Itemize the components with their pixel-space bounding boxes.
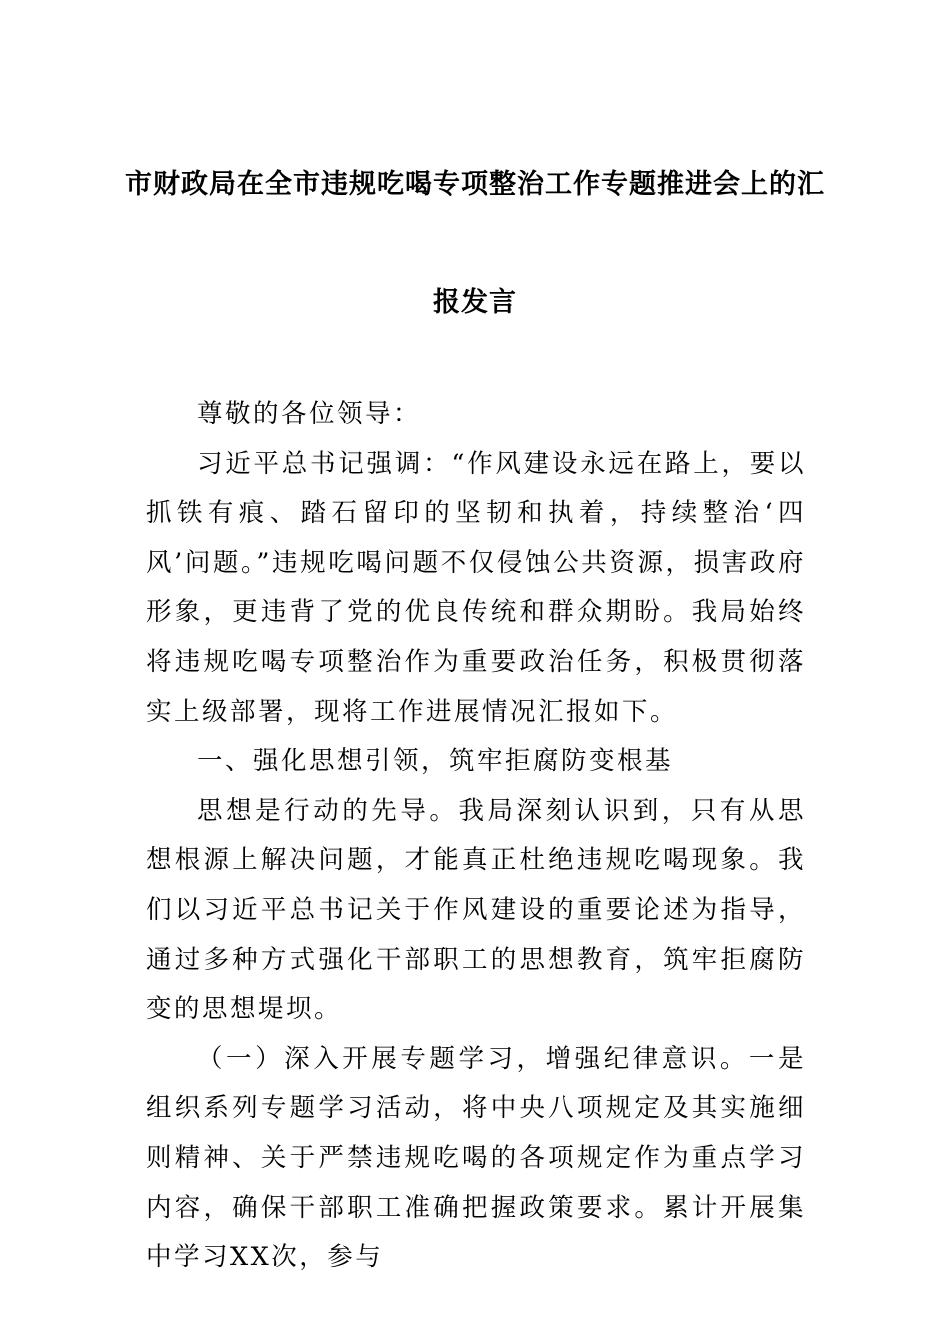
document-title-line-2: 报发言 [433,287,517,318]
body-paragraph: 思想是行动的先导。我局深刻认识到，只有从思想根源上解决问题，才能真正杜绝违规吃喝现象。我们以习近平总书记关于作风建设的重要论述为指导，通过多种方式强化干部职工的思想教育，筑牢拒腐防变的思想堤坝。 [146,795,806,1025]
salutation: 尊敬的各位领导： [197,399,422,429]
body-paragraph: 习近平总书记强调：“作风建设永远在路上，要以抓铁有痕、踏石留印的坚韧和执着，持续整治‘四风’问题。”违规吃喝问题不仅侵蚀公共资源，损害政府形象，更违背了党的优良传统和群众期盼。我局始终将违规吃喝专项整治作为重要政治任务，积极贯彻落实上级部署，现将工作进展情况汇报如下。 [146,448,806,727]
section-heading: 一、强化思想引领，筑牢拒腐防变根基 [197,746,674,777]
document-title-line-1: 市财政局在全市违规吃喝专项整治工作专题推进会上的汇 [125,169,825,200]
body-paragraph: （一）深入开展专题学习，增强纪律意识。一是组织系列专题学习活动，将中央八项规定及其实施细则精神、关于严禁违规吃喝的各项规定作为重点学习内容，确保干部职工准确把握政策要求。累计开展集中学习XX次，参与 [146,1043,806,1273]
document-body [146,390,806,1283]
